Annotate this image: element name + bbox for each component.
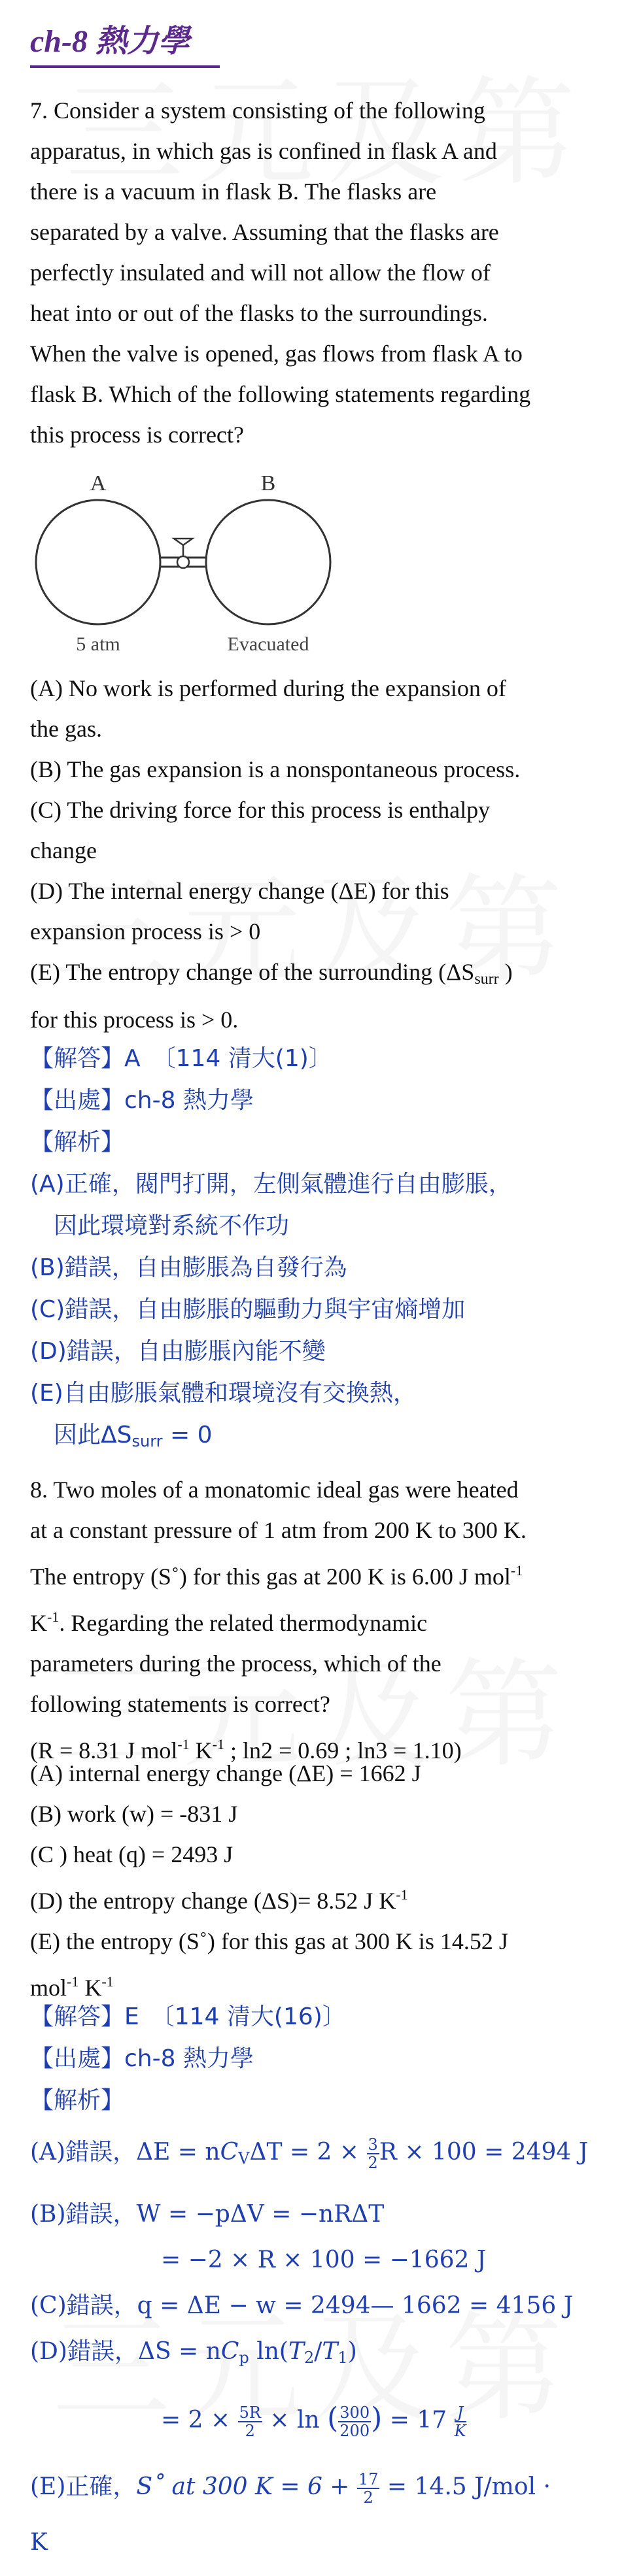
q8-option: (A) internal energy change (ΔE) = 1662 J: [30, 1760, 421, 1786]
q7-option: the gas.: [30, 716, 102, 742]
q8-expl-a: (A)錯誤，$\Delta E = nC_V\Delta T = 2$ × $\frac{3}{2}$ R × 100 = 2494 J: [30, 2135, 589, 2172]
q7-explanation: (D)錯誤，自由膨脹內能不變: [30, 1338, 326, 1365]
q7-explanation: (B)錯誤，自由膨脹為自發行為: [30, 1254, 347, 1281]
q7-line: this process is correct?: [30, 422, 244, 448]
fraction: $\frac{J}{K}$: [454, 2403, 466, 2440]
q8-expl-e2: K: [30, 2529, 48, 2556]
flask-diagram: [33, 464, 347, 660]
q8-expl-b2: = −2 × R × 100 = −1662 J: [161, 2247, 487, 2273]
flask-b: [206, 500, 330, 624]
q7-explanation: (A)正確，閥門打開，左側氣體進行自由膨脹，: [30, 1171, 512, 1197]
q7-explanation: (C)錯誤，自由膨脹的驅動力與宇宙熵增加: [30, 1296, 466, 1323]
fraction: $\frac{3}{2}$: [368, 2135, 378, 2172]
q7-option: expansion process is > 0: [30, 918, 261, 945]
subscript-surr: surr: [474, 971, 499, 988]
q8-expl-d2: = 2 × $\frac{5R}{2}$ × ln ( $\frac{300}{200}$ ) = 17 $\frac{J}{K}$: [161, 2401, 466, 2440]
q8-stem: [30, 1469, 619, 1771]
page-title: ch-8 熱力學: [30, 24, 190, 59]
flask-b-label: B: [260, 471, 276, 495]
q7-analysis-heading: 【解析】: [30, 1129, 125, 1156]
q8-solution: [30, 1996, 619, 2122]
flask-a-caption: 5 atm: [76, 633, 120, 655]
q8-line: $K^{-1}$. Regarding the related thermodynamic: [30, 1609, 428, 1636]
q7-answer: 【解答】A 〔114 清大(1)〕: [30, 1045, 332, 1072]
q8-option: mol$^{-1}$ $K^{-1}$: [30, 1973, 114, 2001]
q8-answer: 【解答】E 〔114 清大(16)〕: [30, 2003, 346, 2030]
q7-option: (B) The gas expansion is a nonspontaneous process.: [30, 756, 521, 782]
q7-line: heat into or out of the flasks to the surroundings.: [30, 300, 488, 326]
q7-option: (D) The internal energy change (ΔE) for this: [30, 878, 449, 904]
q8-line: (R = 8.31 J mol$^{-1}$ $K^{-1}$ ; ln2 = 0.69 ; ln3 = 1.10): [30, 1736, 462, 1764]
q7-options: [30, 668, 619, 1040]
q7-line: perfectly insulated and will not allow the flow of: [30, 259, 491, 286]
q7-option: for this process is > 0.: [30, 1007, 239, 1033]
q8-line: following statements is correct?: [30, 1691, 330, 1717]
fraction: $\frac{5R}{2}$: [239, 2403, 261, 2440]
q8-options: [30, 1753, 619, 2008]
fraction: $\frac{300}{200}$: [339, 2403, 370, 2440]
q7-option: (A) No work is performed during the expansion of: [30, 675, 506, 701]
q7-line: apparatus, in which gas is confined in flask A and: [30, 138, 497, 164]
q7-line: 7. Consider a system consisting of the following: [30, 97, 485, 124]
q7-option: (C) The driving force for this process is enthalpy: [30, 797, 491, 823]
q8-analysis-heading: 【解析】: [30, 2087, 125, 2114]
q8-option: (B) work (w) = -831 J: [30, 1801, 238, 1827]
q8-expl-c: (C)錯誤，q = ΔE − w = 2494— 1662 = 4156 J: [30, 2292, 574, 2319]
flask-b-caption: Evacuated: [227, 633, 309, 655]
q7-solution: [30, 1038, 619, 1462]
q8-line: The entropy (S˚) for this gas at 200 K is 6.00 J mol$^{-1}$: [30, 1562, 523, 1590]
q7-explanation: 因此$\Delta S_{surr} = 0$: [30, 1422, 213, 1450]
q7-line: When the valve is opened, gas flows from flask A to: [30, 341, 523, 367]
q7-line: there is a vacuum in flask B. The flasks are: [30, 178, 437, 205]
q8-line: 8. Two moles of a monatomic ideal gas were heated: [30, 1477, 519, 1503]
q7-line: flask B. Which of the following statements regarding: [30, 381, 531, 407]
q8-option: (E) the entropy (S˚) for this gas at 300 K is 14.52 J: [30, 1928, 508, 1954]
q8-line: at a constant pressure of 1 atm from 200 K to 300 K.: [30, 1517, 527, 1543]
q7-explanation: (E)自由膨脹氣體和環境沒有交換熱，: [30, 1380, 417, 1407]
q7-explanation: 因此環境對系統不作功: [30, 1213, 290, 1239]
q8-expl-b: (B)錯誤，W = −pΔV = −nRΔT: [30, 2201, 385, 2228]
q7-line: separated by a valve. Assuming that the flasks are: [30, 219, 499, 245]
q8-option: (C ) heat (q) = 2493 J: [30, 1841, 234, 1867]
q8-line: parameters during the process, which of the: [30, 1650, 442, 1677]
q8-source: 【出處】ch-8 熱力學: [30, 2045, 254, 2072]
flask-a-label: A: [90, 471, 107, 495]
q7-source: 【出處】ch-8 熱力學: [30, 1087, 254, 1114]
title-underline: [30, 65, 220, 68]
fraction: $\frac{17}{2}$: [358, 2470, 379, 2507]
q8-expl-e: (E)正確，S˚ at 300 K = 6 + $\frac{17}{2}$ = 14.5 J/mol ·: [30, 2470, 551, 2507]
q7-stem: [30, 90, 619, 455]
q8-expl-d: (D)錯誤，$\Delta S = nC_p$ $\ln(T_2/T_1)$: [30, 2338, 357, 2367]
valve-icon: [174, 539, 192, 568]
q8-option: (D) the entropy change (ΔS)= 8.52 J $K^{-1}$: [30, 1886, 408, 1914]
q8-explanations: [30, 2130, 619, 2566]
q7-option: (E) The entropy change of the surrounding ($\Delta S_{surr}$ ): [30, 959, 513, 988]
flask-a: [36, 500, 160, 624]
q7-option: change: [30, 837, 97, 863]
